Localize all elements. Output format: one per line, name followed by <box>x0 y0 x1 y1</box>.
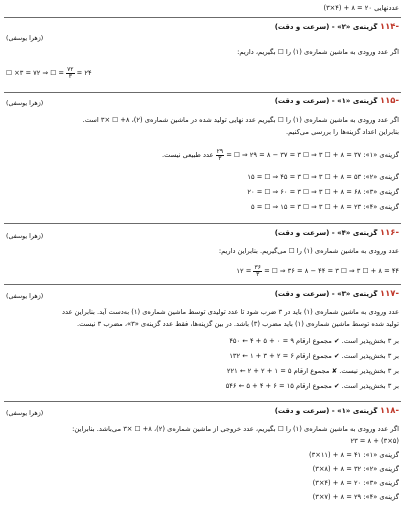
question-body: اگر عدد ورودی به ماشین شماره‌ی (۱) را ☐ بگیریم، عدد خروجی از ماشین شماره‌ی (۲)، ۸+ ☐ ×۳ می‌باشد. بنابراین: <box>72 425 399 433</box>
divisibility-row-2: بر ۳ بخش‌پذیر است. ✔ مجموع ارقام ۶ = ۲ + ۳ + ۱ ← ۱۳۲ <box>229 352 399 360</box>
equation <box>6 66 399 80</box>
fraction-numerator: ۳۶ <box>254 264 261 271</box>
question-header-114 <box>6 23 399 32</box>
top-result-line: عددنهایی ۲۰ = ۸ + (۴×۳) <box>323 4 399 12</box>
answer-option: گزینه‌ی «۱» - (سرعت و دقت) <box>274 97 378 105</box>
equation-left: ۴۴ = ۸ + ☐ ۳ ⇒ ☐ ۳ = ۴۴ − ۸ = ۳۶ ⇒ ☐ = <box>264 267 399 275</box>
question-header-115 <box>6 97 399 106</box>
answer-option: گزینه‌ی «۳» - (سرعت و دقت) <box>274 290 378 298</box>
fraction-denominator: ۳ <box>68 72 72 80</box>
option-3-check: گزینه‌ی «۳»: ۲۰ = ۸ + (۴×۳) <box>312 479 399 487</box>
question-header-117 <box>6 290 399 299</box>
fraction-denominator: ۳ <box>218 154 222 162</box>
equation <box>6 264 399 278</box>
question-number: -۱۱۷ <box>379 290 399 299</box>
fraction <box>66 67 74 80</box>
equation-left: ☐ ×۳ = ۷۲ ⇒ ☐ = <box>6 69 64 77</box>
question-header-116 <box>6 229 399 238</box>
question-body-line-2: تولید شده توسط ماشین شماره‌ی (۱) باید مضرب (۳) باشد. در بین گزینه‌ها، فقط عدد گزینه‌ی «۳»، مضرب ۳ نیست. <box>76 320 399 328</box>
question-number: -۱۱۶ <box>379 229 399 238</box>
author-name: (زهرا یوسفی) <box>6 410 44 417</box>
equation-right: = ۲۴ <box>76 69 92 77</box>
option-2-check: گزینه‌ی «۲»: ۳۲ = ۸ + (۸×۳) <box>312 465 399 473</box>
question-number: -۱۱۵ <box>379 97 399 106</box>
divider <box>4 284 401 285</box>
divider <box>4 223 401 224</box>
author-name: (زهرا یوسفی) <box>6 293 44 300</box>
answer-option: گزینه‌ی «۲» - (سرعت و دقت) <box>274 23 378 31</box>
question-number: -۱۱۸ <box>379 407 399 416</box>
equation-right: = ۱۲ <box>236 267 252 275</box>
option-1-check: گزینه‌ی «۱»: ۴۱ = ۸ + (۱۱×۳) <box>309 451 399 459</box>
author-name: (زهرا یوسفی) <box>6 35 44 42</box>
question-number: -۱۱۴ <box>379 23 399 32</box>
equation-right: عدد طبیعی نیست. <box>162 151 214 159</box>
fraction <box>216 149 224 162</box>
option-2-check: گزینه‌ی «۲»: ۵۳ = ۸ + ☐ ۳ ⇒ ☐ ۳ = ۴۵ ⇒ ☐ = ۱۵ <box>247 173 399 181</box>
divider <box>4 92 401 93</box>
equation-left: گزینه‌ی «۱»: ۳۷ = ۸ + ☐ ۳ ⇒ ☐ ۳ = ۳۷ − ۸ = ۲۹ ⇒ ☐ = <box>226 151 399 159</box>
question-header-118 <box>6 407 399 416</box>
given-expression: (۵×۳) + ۸ = ۲۳ <box>350 437 399 445</box>
divisibility-row-3: بر ۳ بخش‌پذیر نیست. ✘ مجموع ارقام ۵ = ۱ + ۲ + ۲ ← ۲۲۱ <box>226 367 399 375</box>
author-name: (زهرا یوسفی) <box>6 100 44 107</box>
answer-option: گزینه‌ی «۱» - (سرعت و دقت) <box>274 407 378 415</box>
question-body-line-2: بنابراین اعداد گزینه‌ها را بررسی می‌کنیم. <box>285 128 399 136</box>
option-4-check: گزینه‌ی «۴»: ۲۳ = ۸ + ☐ ۳ ⇒ ☐ ۳ = ۱۵ ⇒ ☐ = ۵ <box>250 203 399 211</box>
divisibility-row-1: بر ۳ بخش‌پذیر است. ✔ مجموع ارقام ۹ = ۰ + ۵ + ۴ ← ۴۵۰ <box>229 337 399 345</box>
question-body: عدد ورودی به ماشین شماره‌ی (۱) را ☐ می‌گیریم. بنابراین داریم: <box>218 247 399 255</box>
question-body: اگر عدد ورودی به ماشین شماره‌ی (۱) را ☐ بگیریم، داریم: <box>237 48 399 56</box>
divider <box>4 17 401 18</box>
fraction-numerator: ۲۹ <box>216 148 224 155</box>
fraction-denominator: ۳ <box>256 270 260 278</box>
divider <box>4 401 401 402</box>
option-4-check: گزینه‌ی «۴»: ۲۹ = ۸ + (۷×۳) <box>312 493 399 501</box>
fraction-numerator: ۷۲ <box>67 66 74 73</box>
question-body-line-1: عدد ورودی به ماشین شماره‌ی (۱) باید در ۳ ضرب شود تا عدد تولیدی توسط ماشین شماره‌ی (۱) به‌دست آید. بنابراین عدد <box>62 308 399 316</box>
divisibility-row-4: بر ۳ بخش‌پذیر است. ✔ مجموع ارقام ۱۵ = ۶ + ۴ + ۵ ← ۵۴۶ <box>225 382 399 390</box>
option-3-check: گزینه‌ی «۳»: ۶۸ = ۸ + ☐ ۳ ⇒ ☐ ۳ = ۶۰ ⇒ ☐ = ۲۰ <box>247 188 399 196</box>
question-body-line-1: اگر عدد ورودی به ماشین شماره‌ی (۱) را ☐ بگیریم عدد نهایی تولید شده در ماشین شماره‌ی (۲)، ۸+ ☐ ×۳ است. <box>82 116 399 124</box>
option-1-check <box>6 148 399 162</box>
author-name: (زهرا یوسفی) <box>6 233 44 240</box>
answer-option: گزینه‌ی «۴» - (سرعت و دقت) <box>274 229 378 237</box>
fraction <box>253 265 261 278</box>
